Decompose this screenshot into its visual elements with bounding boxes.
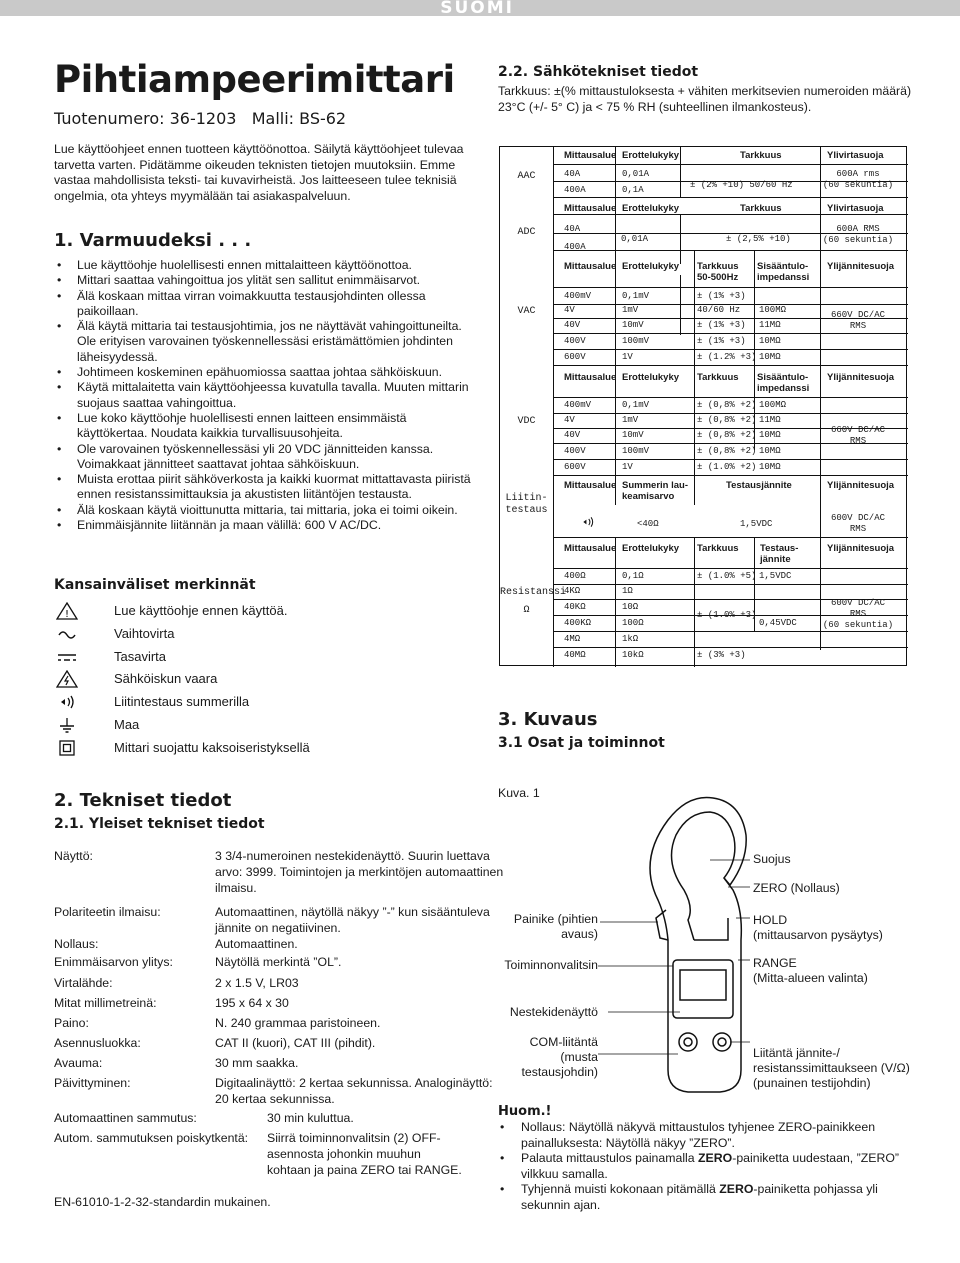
table-cell: 0,01A	[622, 169, 650, 179]
label-com: COM-liitäntä (musta testausjohdin)	[521, 1035, 598, 1079]
table-cell: 660V DC/AC RMS	[830, 310, 885, 331]
table-cell: 4KΩ	[564, 586, 581, 596]
table-category: ADC	[517, 227, 536, 238]
note-bold: ZERO	[698, 1151, 733, 1166]
table-cell: 10MΩ	[759, 352, 781, 362]
spec-key: Päivittyminen:	[54, 1076, 131, 1090]
page-title: Pihtiampeerimittari	[54, 58, 455, 101]
table-category: Ω	[523, 605, 530, 616]
table-category: Liitin- testaus	[505, 493, 548, 516]
safety-item: • Johtimeen koskeminen epähuomiossa saattaa johtaa sähköiskuun.	[54, 365, 474, 380]
kuvaus-heading: 3. Kuvaus	[498, 709, 598, 730]
table-header: Ylijännitesuoja	[827, 543, 895, 554]
safety-item: • Älä käytä mittaria tai testausjohtimia, jos ne näyttävät vahingoittuneilta. Ole erityisen varovainen työskennellessäsi eristämättömien johdinten läheisyydessä.	[54, 319, 474, 365]
table-header: Tarkkuus 50-500Hz	[697, 261, 739, 283]
spec-key: Avauma:	[54, 1056, 103, 1070]
mark-label: Tasavirta	[114, 649, 167, 664]
table-header: Erottelukyky	[622, 372, 680, 383]
label-naytto: Nestekidenäyttö	[509, 1005, 598, 1019]
language-bar	[0, 0, 960, 16]
table-cell: 1V	[622, 352, 633, 362]
table-vline	[694, 250, 695, 505]
spec-value: 3 3/4-numeroinen nestekidenäyttö. Suurin luettava arvo: 3999. Toimintojen ja merkintöjen automaattinen ilmaisu.	[215, 849, 504, 895]
table-cell: 400A	[564, 242, 586, 252]
table-cell: 40KΩ	[564, 602, 586, 612]
table-header: Tarkkuus	[697, 543, 739, 554]
note-item	[498, 1151, 918, 1182]
table-header: Mittausalue	[564, 372, 617, 383]
table-hline	[553, 584, 908, 585]
table-header: Tarkkuus	[740, 150, 782, 161]
table-cell: 10mV	[622, 320, 644, 330]
table-cell: 100MΩ	[759, 305, 787, 315]
table-cell: 1V	[622, 462, 633, 472]
spec-value: Automaattinen, näytöllä näkyy ”-” kun sisääntuleva jännite on negatiivinen.	[215, 905, 490, 935]
mark-label: Maa	[114, 717, 140, 732]
spec-key: Virtalähde:	[54, 976, 113, 990]
table-cell: ± (0,8% +2)	[697, 446, 757, 456]
table-cell: 600V DC/AC RMS	[830, 513, 885, 534]
safety-item: • Mittari saattaa vahingoittua jos ylität sen sallitut enimmäisarvot.	[54, 273, 474, 288]
spec-key: Autom. sammutuksen poiskytkentä:	[54, 1131, 249, 1145]
label-hold: HOLD (mittausarvon pysäytys)	[753, 913, 883, 942]
spec-table	[499, 146, 907, 666]
mark-label: Vaihtovirta	[114, 626, 175, 641]
spec-key: Nollaus:	[54, 937, 99, 951]
spec-value: Siirrä toiminnonvalitsin (2) OFF-asennosta johonkin muuhun kohtaan ja paina ZERO tai RANGE.	[267, 1131, 462, 1177]
label-suojus: Suojus	[753, 852, 791, 866]
spec-key: Enimmäisarvon ylitys:	[54, 955, 173, 969]
table-header: Summerin lau- keamisarvo	[622, 480, 688, 502]
note-text: -painiketta uudestaan, ”ZERO” vilkkuu samalla.	[521, 1151, 899, 1181]
table-header: Erottelukyky	[622, 543, 680, 554]
table-hline	[553, 459, 908, 460]
mark-label: Mittari suojattu kaksoiseristyksellä	[114, 740, 310, 755]
table-cell: 400mV	[564, 400, 592, 410]
table-cell: 1,5VDC	[759, 571, 792, 581]
table-cell: 600A RMS (60 sekuntia)	[822, 224, 894, 245]
table-cell: 600V	[564, 462, 586, 472]
table-cell: 10Ω	[622, 602, 639, 612]
safety-list	[54, 258, 474, 533]
table-cell: <40Ω	[637, 519, 659, 529]
language-label: SUOMI	[440, 0, 514, 18]
table-cell: 660V DC/AC RMS	[830, 425, 885, 446]
table-vline	[680, 147, 681, 197]
safety-item: • Lue käyttöohje huolellisesti ennen mittalaitteen käyttöönottoa.	[54, 258, 474, 273]
spec-value: 2 x 1.5 V, LR03	[215, 976, 299, 990]
safety-item: • Älä koskaan käytä vioittunutta mittaria, tai mittaria, joka ei toimi oikein.	[54, 503, 474, 518]
label-valitsin: Toiminnonvalitsin	[504, 958, 598, 972]
spec-key: Asennusluokka:	[54, 1036, 141, 1050]
table-cell: 0,01A	[621, 234, 649, 244]
svg-text:!: !	[64, 609, 70, 620]
electrical-text: Tarkkuus: ±(% mittaustuloksesta + vähiten merkitsevien numeroiden määrä) 23°C (+/- 5° C) ja < 75 % RH (suhteellinen ilmankosteus).	[498, 84, 912, 114]
product-number: Tuotenumero: 36-1203 Malli: BS-62	[54, 109, 347, 128]
table-cell: 400mV	[564, 291, 592, 301]
table-cell: 40MΩ	[564, 650, 586, 660]
table-cell: 100mV	[622, 336, 650, 346]
safety-item: • Enimmäisjännite liitännän ja maan välillä: 600 V AC/DC.	[54, 518, 474, 533]
spec-value: 30 min kuluttua.	[267, 1111, 354, 1125]
table-cell: 40V	[564, 430, 581, 440]
table-cell: ± (0,8% +2)	[697, 430, 757, 440]
table-cell: 4V	[564, 305, 575, 315]
table-cell: 11MΩ	[759, 320, 781, 330]
safety-item: • Ole varovainen työskennellessäsi yli 20 VDC jännitteiden kanssa. Voimakkaat jännitteet saattavat johtaa sähköiskuun.	[54, 442, 474, 473]
table-cell: ± (0,8% +2)	[697, 400, 757, 410]
table-hline	[553, 333, 908, 334]
table-cell: 400A	[564, 185, 586, 195]
table-cell: 10MΩ	[759, 430, 781, 440]
table-hline	[553, 250, 908, 251]
table-cell: ± (1.2% +3)	[697, 352, 757, 362]
table-cell: 4MΩ	[564, 634, 581, 644]
table-cell: 40A	[564, 169, 581, 179]
buzzer-icon	[578, 515, 598, 533]
table-header: Mittausalue	[564, 203, 617, 214]
table-cell: 1mV	[622, 305, 639, 315]
label-zero: ZERO (Nollaus)	[753, 881, 840, 895]
table-cell: 1,5VDC	[740, 519, 773, 529]
safety-heading: 1. Varmuudeksi . . .	[54, 230, 252, 251]
kuvaus-subheading: 3.1 Osat ja toiminnot	[498, 735, 665, 751]
mark-label: Sähköiskun vaara	[114, 671, 218, 686]
mark-label: Liitintestaus summerilla	[114, 694, 250, 709]
table-cell: ± (1% +3)	[697, 320, 746, 330]
note-text: Nollaus: Näytöllä näkyvä mittaustulos tyhjenee ZERO-painikkeen painalluksesta: Näytöllä näkyy ”ZERO”.	[521, 1120, 876, 1150]
table-header: Ylijännitesuoja	[827, 261, 895, 272]
table-hline	[553, 631, 908, 632]
ac-icon	[56, 625, 78, 643]
table-cell: ± (2% +10) 50/60 Hz	[690, 180, 793, 190]
table-header: Testaus- jännite	[760, 543, 799, 565]
table-cell: ± (2,5% +10)	[726, 234, 791, 244]
table-cell: 40A	[564, 224, 581, 234]
table-cell: 10MΩ	[759, 446, 781, 456]
table-cell: 10kΩ	[622, 650, 644, 660]
shock-icon	[56, 670, 78, 688]
dc-icon	[56, 648, 78, 666]
table-header: Sisääntulo- impedanssi	[757, 372, 810, 394]
figure-caption: Kuva. 1	[498, 786, 540, 800]
table-header: Sisääntulo- impedanssi	[757, 261, 810, 283]
note-bold: ZERO	[719, 1182, 754, 1197]
table-cell: 0,1mV	[622, 400, 650, 410]
table-cell: 100Ω	[622, 618, 644, 628]
table-cell: 0,1A	[622, 185, 644, 195]
spec-key: Näyttö:	[54, 849, 93, 863]
table-category: AAC	[517, 171, 536, 182]
table-cell: 0,45VDC	[759, 618, 797, 628]
mark-label: Lue käyttöohje ennen käyttöä.	[114, 603, 288, 618]
table-hline	[553, 413, 908, 414]
table-cell: ± (1% +3)	[697, 336, 746, 346]
table-cell: 400V	[564, 336, 586, 346]
table-cell: 11MΩ	[759, 415, 781, 425]
table-cell: 1kΩ	[622, 634, 639, 644]
table-hline	[553, 365, 908, 366]
table-cell: 10MΩ	[759, 462, 781, 472]
safety-item: • Muista erottaa piirit sähköverkosta ja kaikki kuormat mittattavasta piiristä ennen resistanssimittauksia ja akustisten liitäntöjen testausta.	[54, 472, 474, 503]
intro-text: Lue käyttöohjeet ennen tuotteen käyttöönottoa. Säilytä käyttöohjeet tulevaa tarvetta varten. Pidätämme oikeuden teknisten tietojen muutoksiin. Emme vastaa mahdollisista teksti- tai kuvavirheistä. Jos laitteeseen tulee teknisiä ongelmia, ota yhteys myymälään tai asiakaspalveluun.	[54, 142, 464, 203]
table-hline	[553, 537, 908, 538]
table-cell: 600V DC/AC RMS (60 sekuntia)	[822, 598, 894, 630]
spec-value: Digitaalinäyttö: 2 kertaa sekunnissa. Analoginäyttö: 20 kertaa sekunnissa.	[215, 1076, 493, 1106]
table-hline	[553, 475, 908, 476]
spec-key: Automaattinen sammutus:	[54, 1111, 197, 1125]
table-cell: 400V	[564, 446, 586, 456]
note-item	[498, 1182, 918, 1213]
table-cell: 0,1Ω	[622, 571, 644, 581]
note-text: -painiketta pohjassa yli sekunnin ajan.	[521, 1182, 878, 1212]
note-text: Tyhjennä muisti kokonaan pitämällä	[521, 1182, 720, 1197]
double-insulation-icon	[56, 739, 78, 757]
table-cell: 400KΩ	[564, 618, 592, 628]
warning-icon	[56, 602, 78, 620]
table-cell: 100MΩ	[759, 400, 787, 410]
tech-heading: 2. Tekniset tiedot	[54, 790, 232, 811]
table-header: Erottelukyky	[622, 150, 680, 161]
table-category: VAC	[517, 306, 536, 317]
table-hline	[553, 647, 908, 648]
table-header: Mittausalue	[564, 261, 617, 272]
table-hline	[553, 287, 908, 288]
table-header: Ylivirtasuoja	[827, 150, 884, 161]
table-vline	[615, 147, 616, 250]
spec-key: Paino:	[54, 1016, 89, 1030]
table-vline	[680, 275, 681, 335]
notes-list	[498, 1120, 918, 1214]
table-header: Ylivirtasuoja	[827, 203, 884, 214]
safety-item: • Älä koskaan mittaa virran voimakkuutta testausjohdinten ollessa paikoillaan.	[54, 289, 474, 320]
table-cell: 0,1mV	[622, 291, 650, 301]
buzzer-icon	[56, 693, 78, 711]
table-cell: 10mV	[622, 430, 644, 440]
table-cell: ± (1.0% +5)	[697, 571, 757, 581]
spec-value: 30 mm saakka.	[215, 1056, 299, 1070]
table-cell: 1Ω	[622, 586, 633, 596]
table-cell: 4V	[564, 415, 575, 425]
table-category: VDC	[517, 416, 536, 427]
table-header: Mittausalue	[564, 480, 617, 491]
safety-item: • Käytä mittalaitetta vain käyttöohjeessa kuvatulla tavalla. Muuten mittarin suojaus saattaa vahingoittua.	[54, 380, 474, 411]
spec-key: Polariteetin ilmaisu:	[54, 905, 161, 919]
table-cell: 600V	[564, 352, 586, 362]
spec-key: Mitat millimetreinä:	[54, 996, 157, 1010]
table-hline	[553, 349, 908, 350]
table-header: Testausjännite	[726, 480, 792, 491]
electrical-heading: 2.2. Sähkötekniset tiedot	[498, 64, 699, 80]
table-hline	[553, 397, 908, 398]
marks-heading: Kansainväliset merkinnät	[54, 577, 256, 593]
table-header: Tarkkuus	[697, 372, 739, 383]
spec-value: CAT II (kuori), CAT III (pihdit).	[215, 1036, 376, 1050]
note-text: Palauta mittaustulos painamalla	[521, 1151, 699, 1166]
ground-icon	[56, 716, 78, 734]
table-hline	[553, 197, 908, 198]
table-cell: 40V	[564, 320, 581, 330]
standard-note: EN-61010-1-2-32-standardin mukainen.	[54, 1195, 271, 1209]
table-cell: ± (1.0% +2)	[697, 462, 757, 472]
label-liitanta: Liitäntä jännite-/ resistanssimittaukseen (V/Ω) (punainen testijohdin)	[753, 1046, 910, 1090]
table-hline	[553, 214, 908, 215]
table-category: Resistanssi	[500, 587, 567, 598]
table-vline	[680, 214, 681, 264]
label-painike: Painike (pihtien avaus)	[513, 912, 598, 941]
table-header: Ylijännitesuoja	[827, 480, 895, 491]
table-cell: 400Ω	[564, 571, 586, 581]
tech-subheading: 2.1. Yleiset tekniset tiedot	[54, 816, 265, 832]
notes-heading: Huom.!	[498, 1104, 552, 1119]
safety-item: • Lue koko käyttöohje huolellisesti ennen laitteen ensimmäistä käyttökertaa. Noudata kaikkia turvallisuusohjeita.	[54, 411, 474, 442]
table-header: Mittausalue	[564, 543, 617, 554]
table-header: Ylijännitesuoja	[827, 372, 895, 383]
table-hline	[553, 164, 908, 165]
table-hline	[553, 568, 908, 569]
label-range: RANGE (Mitta-alueen valinta)	[753, 956, 868, 985]
table-cell: 100mV	[622, 446, 650, 456]
spec-value: 195 x 64 x 30	[215, 996, 289, 1010]
table-cell: ± (1% +3)	[697, 291, 746, 301]
table-cell: 10MΩ	[759, 336, 781, 346]
table-cell: 600A rms (60 sekuntia)	[822, 169, 894, 190]
table-cell: ± (1.0% +3)	[697, 610, 757, 620]
table-cell: ± (3% +3)	[697, 650, 746, 660]
table-header: Tarkkuus	[740, 203, 782, 214]
table-header: Erottelukyky	[622, 261, 680, 272]
table-header: Erottelukyky	[622, 203, 680, 214]
spec-value: Näytöllä merkintä ”OL”.	[215, 955, 342, 969]
table-cell: 40/60 Hz	[697, 305, 741, 315]
note-item	[498, 1120, 918, 1151]
spec-value: Automaattinen.	[215, 937, 298, 951]
table-cell: 1mV	[622, 415, 639, 425]
table-cell: ± (0,8% +2)	[697, 415, 757, 425]
table-header: Mittausalue	[564, 150, 617, 161]
spec-value: N. 240 grammaa paristoineen.	[215, 1016, 381, 1030]
